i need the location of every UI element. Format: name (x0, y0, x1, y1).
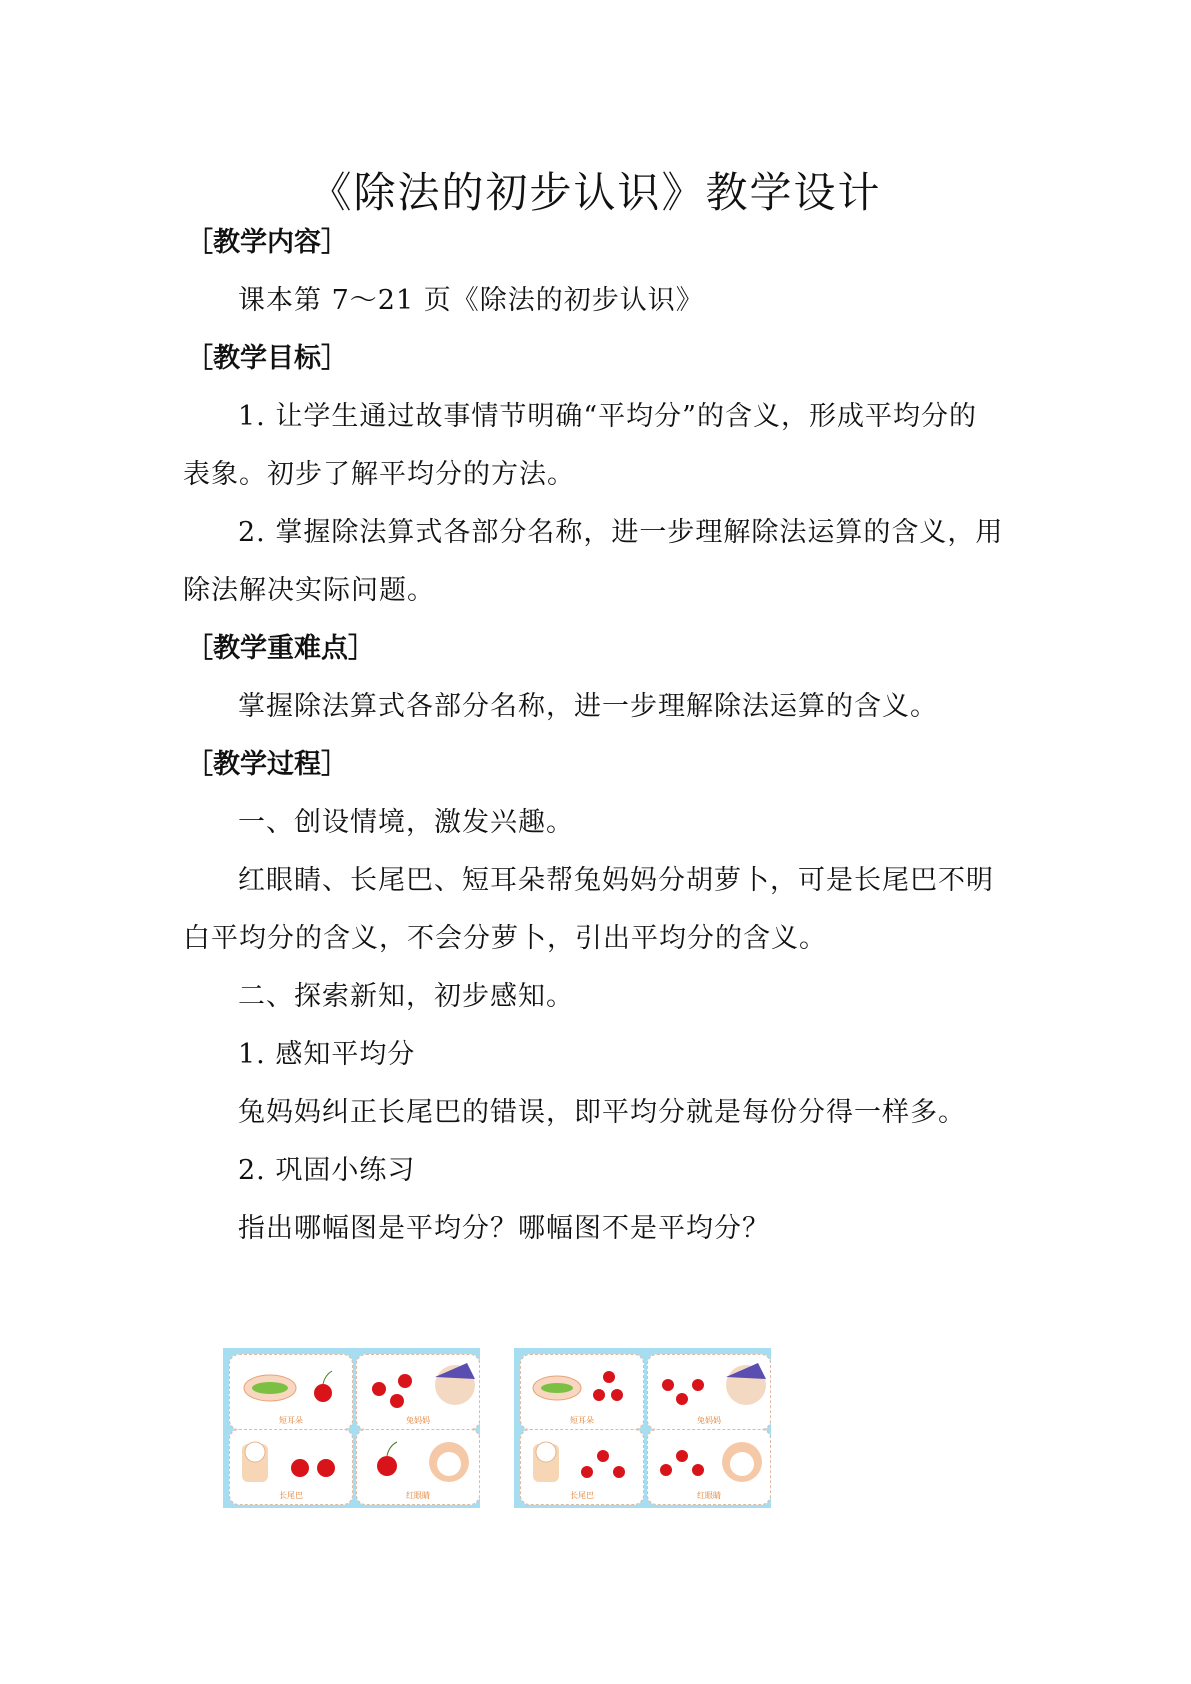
card-long-tail (520, 1429, 644, 1505)
cherry-and-rabbit-icon (357, 1430, 479, 1490)
rabbit-and-cherries-icon (230, 1430, 352, 1490)
card-label: 短耳朵 (279, 1416, 303, 1425)
carrot-and-cherries-icon (521, 1355, 643, 1415)
cherries-and-rabbit-icon (648, 1355, 770, 1415)
goal-2-line-1: 2. 掌握除法算式各部分名称，进一步理解除法运算的含义，用 (238, 517, 1004, 548)
story-line-1: 红眼睛、长尾巴、短耳朵帮兔妈妈分胡萝卜，可是长尾巴不明 (238, 865, 994, 896)
card-short-ears (520, 1354, 644, 1430)
card-red-eyes (647, 1429, 771, 1505)
card-short-ears (229, 1354, 353, 1430)
card-label: 兔妈妈 (697, 1416, 721, 1425)
cherries-and-rabbit-icon (357, 1355, 479, 1415)
step-2: 二、探索新知，初步感知。 (238, 981, 574, 1012)
document-title: 《除法的初步认识》教学设计 (309, 168, 882, 217)
cherries-and-rabbit-icon (648, 1430, 770, 1490)
card-red-eyes (356, 1429, 480, 1505)
card-label: 兔妈妈 (406, 1416, 430, 1425)
sub-step-2: 2. 巩固小练习 (238, 1155, 416, 1186)
rabbit-and-cherries-icon (521, 1430, 643, 1490)
card-label: 短耳朵 (570, 1416, 594, 1425)
card-label: 长尾巴 (279, 1491, 303, 1500)
card-mother-rabbit (356, 1354, 480, 1430)
card-long-tail (229, 1429, 353, 1505)
heading-teaching-goals: ［教学目标］ (186, 343, 348, 374)
heading-key-points: ［教学重难点］ (186, 633, 375, 664)
card-label: 红眼睛 (406, 1491, 430, 1500)
practice-image-left (223, 1348, 480, 1508)
heading-teaching-process: ［教学过程］ (186, 749, 348, 780)
sub-step-1: 1. 感知平均分 (238, 1039, 416, 1070)
carrot-and-cherry-icon (230, 1355, 352, 1415)
goal-1-line-1: 1. 让学生通过故事情节明确“平均分”的含义，形成平均分的 (238, 401, 977, 432)
goal-2-line-2: 除法解决实际问题。 (183, 575, 435, 606)
story-line-2: 白平均分的含义，不会分萝卜，引出平均分的含义。 (183, 923, 827, 954)
card-label: 长尾巴 (570, 1491, 594, 1500)
content-text: 课本第 7～21 页《除法的初步认识》 (238, 285, 704, 316)
sub-step-1-text: 兔妈妈纠正长尾巴的错误，即平均分就是每份分得一样多。 (238, 1097, 966, 1128)
heading-teaching-content: ［教学内容］ (186, 227, 348, 258)
key-points-text: 掌握除法算式各部分名称，进一步理解除法运算的含义。 (238, 691, 938, 722)
goal-1-line-2: 表象。初步了解平均分的方法。 (183, 459, 575, 490)
card-mother-rabbit (647, 1354, 771, 1430)
step-1: 一、创设情境，激发兴趣。 (238, 807, 574, 838)
sub-step-2-text: 指出哪幅图是平均分？哪幅图不是平均分？ (238, 1213, 770, 1244)
practice-image-right (514, 1348, 771, 1508)
card-label: 红眼睛 (697, 1491, 721, 1500)
